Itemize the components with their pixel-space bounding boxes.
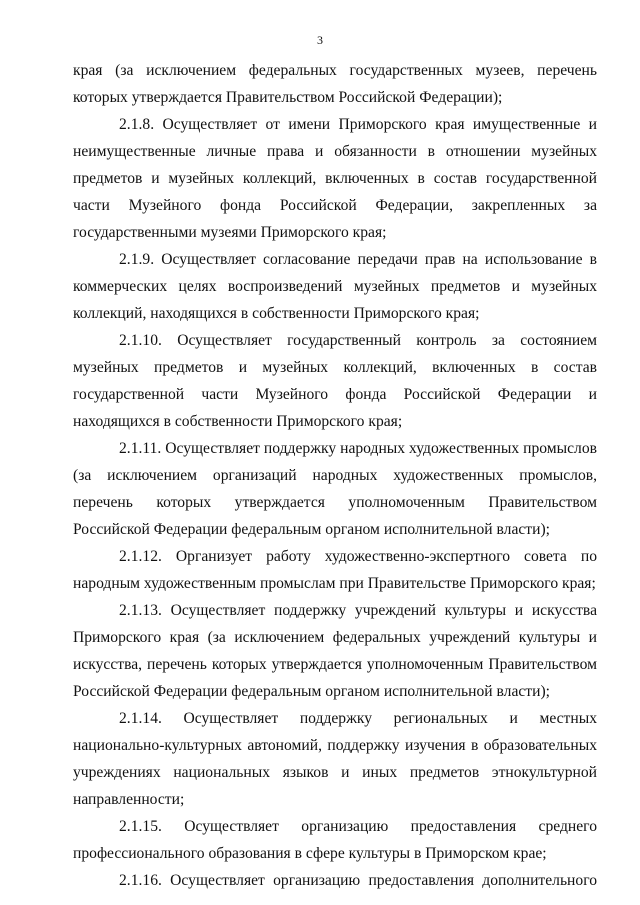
paragraph-2-1-13: 2.1.13. Осуществляет поддержку учреждений культуры и искусства Приморского края (за исключением федеральных учреждений культуры и искусства, перечень которых утверждается уполномоченным Правительством Российской Федерации федеральным органом исполнительной власти);: [73, 602, 597, 700]
paragraph-continuation: края (за исключением федеральных государственных музеев, перечень которых утверждается Правительством Российской Федерации);: [73, 62, 597, 106]
page-number: 3: [317, 33, 323, 47]
paragraph-2-1-11: 2.1.11. Осуществляет поддержку народных художественных промыслов (за исключением организаций народных художественных промыслов, перечень которых утверждается уполномоченным Правительством Российской Федерации федеральным органом исполнительной власти);: [73, 440, 597, 538]
paragraph-2-1-14: 2.1.14. Осуществляет поддержку региональных и местных национально-культурных автономий, поддержку изучения в образовательных учреждениях национальных языков и иных предметов этнокультурной направленности;: [73, 710, 597, 808]
paragraph-2-1-9: 2.1.9. Осуществляет согласование передачи прав на использование в коммерческих целях воспроизведений музейных предметов и музейных коллекций, находящихся в собственности Приморского края;: [73, 251, 597, 322]
paragraph-2-1-12: 2.1.12. Организует работу художественно-экспертного совета по народным художественным промыслам при Правительстве Приморского края;: [73, 548, 597, 592]
paragraph-2-1-16: 2.1.16. Осуществляет организацию предоставления дополнительного: [119, 872, 597, 889]
document-body: [73, 57, 597, 894]
paragraph-2-1-8: 2.1.8. Осуществляет от имени Приморского края имущественные и неимущественные личные права и обязанности в отношении музейных предметов и музейных коллекций, включенных в состав государственной части Музейного фонда Российской Федерации, закрепленных за государственными музеями Приморского края;: [73, 116, 597, 241]
paragraph-2-1-10: 2.1.10. Осуществляет государственный контроль за состоянием музейных предметов и музейных коллекций, включенных в состав государственной части Музейного фонда Российской Федерации и находящихся в собственности Приморского края;: [73, 332, 597, 430]
paragraph-2-1-15: 2.1.15. Осуществляет организацию предоставления среднего профессионального образования в сфере культуры в Приморском крае;: [73, 818, 597, 862]
